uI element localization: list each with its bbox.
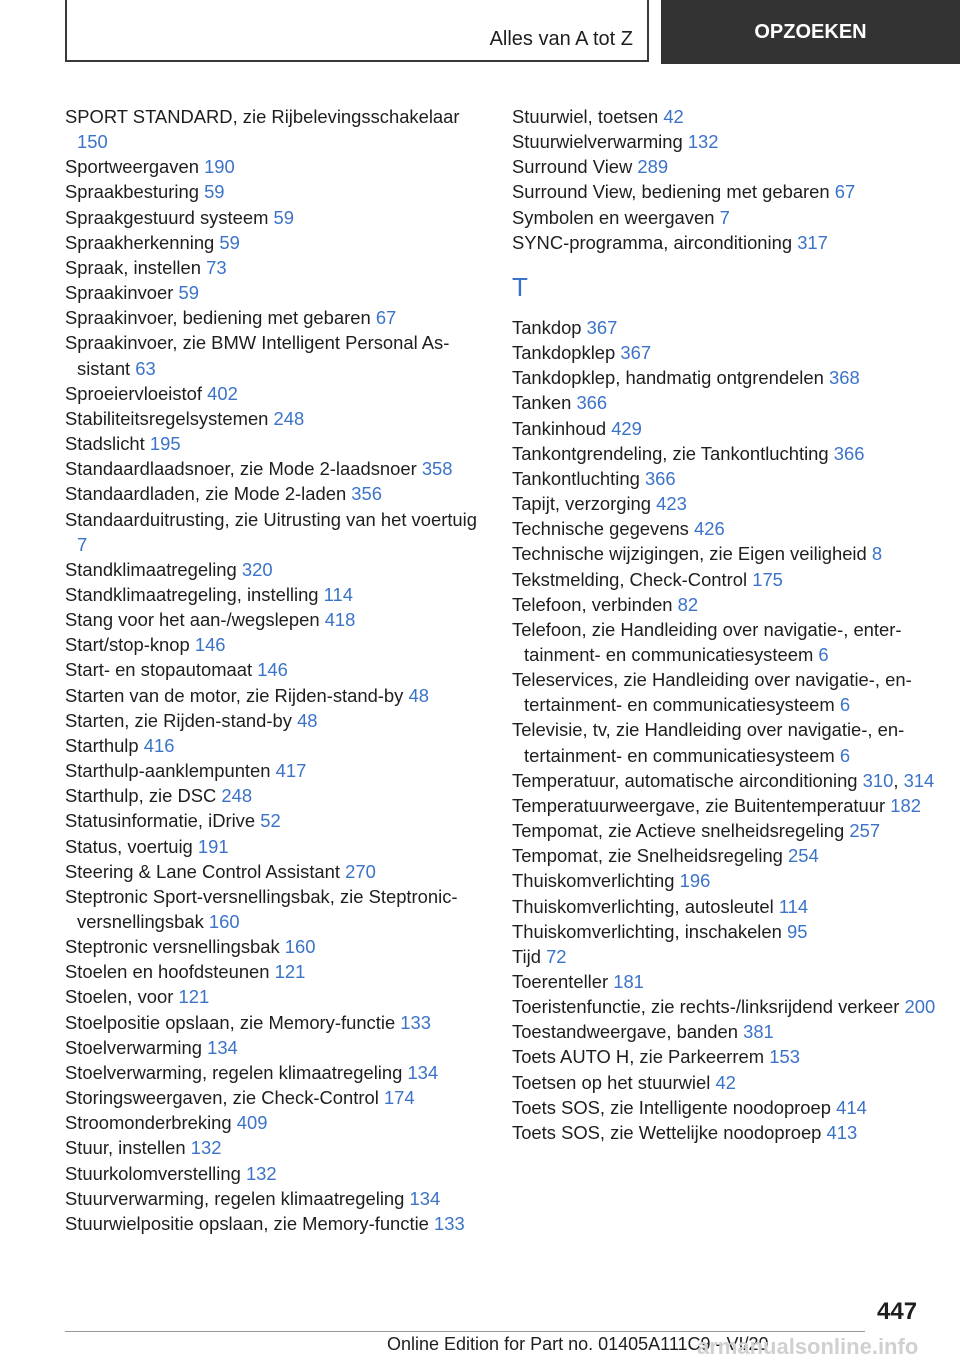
index-entry xyxy=(512,843,942,868)
entry-label: Tankdopklep xyxy=(512,342,616,364)
page-link[interactable]: 366 xyxy=(833,442,865,464)
index-entry xyxy=(65,104,485,154)
index-entry xyxy=(65,179,485,204)
page-link[interactable]: 356 xyxy=(351,483,382,505)
page-link[interactable]: 42 xyxy=(715,1071,736,1093)
entry-label: Stuurwielpositie opslaan, zie Memory-functie xyxy=(65,1212,429,1234)
index-entry xyxy=(512,541,942,566)
entry-label: Tankinhoud xyxy=(512,417,607,439)
page-link[interactable]: 95 xyxy=(786,920,808,942)
entry-label: Tankdopklep, handmatig ontgrendelen xyxy=(512,367,824,389)
index-column-right xyxy=(512,104,942,1145)
index-entry xyxy=(512,466,942,491)
page-link[interactable]: 381 xyxy=(743,1021,774,1043)
entry-label: Steptronic Sport-versnellingsbak, zie Steptronic-versnellingsbak xyxy=(65,885,458,932)
page-link[interactable]: 146 xyxy=(257,659,288,681)
index-entry xyxy=(512,1070,942,1095)
page-number: 447 xyxy=(877,1298,918,1325)
index-entry xyxy=(65,1085,485,1110)
entry-label: Stuurverwarming, regelen klimaatregeling xyxy=(65,1187,405,1209)
page-link[interactable]: 133 xyxy=(434,1212,465,1234)
tab-opzoeken[interactable]: OPZOEKEN xyxy=(661,0,960,64)
index-entry xyxy=(512,1044,942,1069)
index-entry xyxy=(65,708,485,733)
index-entry xyxy=(65,934,485,959)
entry-label: Spraak, instellen xyxy=(65,256,201,278)
index-entry xyxy=(65,280,485,305)
page-link[interactable]: 146 xyxy=(194,634,226,656)
entry-label: Spraakinvoer, bediening met gebaren xyxy=(65,307,371,329)
page-link[interactable]: 134 xyxy=(207,1036,238,1058)
page-link[interactable]: 82 xyxy=(677,593,699,615)
entry-label: Toets AUTO H, zie Parkeerrem xyxy=(512,1046,765,1068)
index-entry xyxy=(512,894,942,919)
page-link[interactable]: 132 xyxy=(190,1137,222,1159)
index-entry xyxy=(512,205,942,230)
index-entry xyxy=(512,919,942,944)
page-link[interactable]: 314 xyxy=(903,769,935,791)
entry-label: Televisie, tv, zie Handleiding over navigatie-, entertainment- en communicatiesysteem xyxy=(512,719,905,766)
index-entry xyxy=(65,507,485,557)
index-entry xyxy=(512,868,942,893)
page-link[interactable]: 368 xyxy=(828,367,860,389)
page-link[interactable]: 52 xyxy=(260,810,281,832)
page-link[interactable]: 417 xyxy=(275,760,307,782)
index-entry xyxy=(65,1186,485,1211)
index-group-t xyxy=(512,315,942,1145)
entry-label: Stroomonderbreking xyxy=(65,1112,232,1134)
page-link[interactable]: 310 xyxy=(862,769,894,791)
index-entry xyxy=(65,683,485,708)
index-entry xyxy=(512,315,942,340)
page-link[interactable]: 426 xyxy=(694,518,725,540)
page-link[interactable]: 59 xyxy=(273,206,295,228)
page-link[interactable]: 48 xyxy=(297,709,318,731)
page-link[interactable]: 190 xyxy=(204,156,235,178)
entry-label: Stoelen, voor xyxy=(65,986,174,1008)
index-column-left xyxy=(65,104,485,1236)
index-entry xyxy=(65,884,485,934)
page-link[interactable]: 132 xyxy=(687,131,719,153)
entry-label: Start- en stopautomaat xyxy=(65,659,253,681)
index-entry xyxy=(512,230,942,255)
entry-label: Statusinformatie, iDrive xyxy=(65,810,256,832)
entry-label: Tempomat, zie Snelheidsregeling xyxy=(512,845,783,867)
entry-label: Standaardladen, zie Mode 2-laden xyxy=(65,483,347,505)
entry-label: Tijd xyxy=(512,945,541,967)
index-entry xyxy=(512,340,942,365)
index-entry xyxy=(65,733,485,758)
page-link[interactable]: 6 xyxy=(839,744,851,766)
entry-label: Toeristenfunctie, zie rechts-/linksrijdend verkeer xyxy=(512,996,900,1018)
page-link[interactable]: 182 xyxy=(890,794,921,816)
page-link[interactable]: 8 xyxy=(871,543,883,565)
page-link[interactable]: 42 xyxy=(663,106,684,127)
index-entry xyxy=(65,1135,485,1160)
index-entry xyxy=(65,1060,485,1085)
page-link[interactable]: 160 xyxy=(208,911,240,932)
entry-label: Tempomat, zie Actieve snelheidsregeling xyxy=(512,820,845,842)
page-link[interactable]: 320 xyxy=(241,558,273,580)
entry-label: Stabiliteitsregelsystemen xyxy=(65,407,269,429)
page-link[interactable]: 367 xyxy=(586,316,618,338)
index-entry xyxy=(65,758,485,783)
page-link[interactable]: 366 xyxy=(644,467,676,489)
watermark: armanualsonline.info xyxy=(697,1334,919,1359)
page-link[interactable]: 413 xyxy=(826,1121,858,1143)
entry-label: Standklimaatregeling xyxy=(65,558,237,580)
page-link[interactable]: 423 xyxy=(656,493,687,515)
entry-label: Stoelverwarming, regelen klimaatregeling xyxy=(65,1061,403,1083)
entry-label: Stadslicht xyxy=(65,433,145,455)
page-link[interactable]: 270 xyxy=(345,860,376,882)
page-link[interactable]: 160 xyxy=(284,936,316,958)
page-link[interactable]: 134 xyxy=(409,1187,441,1209)
entry-label: Technische wijzigingen, zie Eigen veiligheid xyxy=(512,543,867,565)
entry-label: Stoelen en hoofdsteunen xyxy=(65,961,270,983)
page-link[interactable]: 150 xyxy=(77,131,108,153)
entry-label: Steering & Lane Control Assistant xyxy=(65,860,340,882)
entry-label: Thuiskomverlichting, inschakelen xyxy=(512,920,782,942)
index-entry xyxy=(512,1019,942,1044)
page-link[interactable]: 200 xyxy=(904,996,936,1018)
page-link[interactable]: 418 xyxy=(324,609,356,631)
footer-divider xyxy=(65,1331,865,1332)
page-link[interactable]: 134 xyxy=(407,1061,439,1083)
index-entry xyxy=(65,1035,485,1060)
index-entry: Temperatuur, automatische airconditioning 310, 314 xyxy=(512,769,935,791)
index-entry xyxy=(512,416,942,441)
section-letter: T xyxy=(512,271,528,302)
entry-label: Thuiskomverlichting xyxy=(512,870,675,892)
index-entry xyxy=(512,994,942,1019)
page-link[interactable]: 72 xyxy=(546,945,567,967)
header-frame xyxy=(65,0,649,62)
page-link[interactable]: 254 xyxy=(788,845,819,867)
page-link[interactable]: 114 xyxy=(323,583,353,605)
entry-label: Standaardlaadsnoer, zie Mode 2-laadsnoer xyxy=(65,458,417,480)
page-link[interactable]: 181 xyxy=(613,971,644,992)
page-link[interactable]: 114 xyxy=(778,895,809,917)
entry-label: Starten van de motor, zie Rijden-stand-by xyxy=(65,684,404,706)
index-entry xyxy=(512,129,942,154)
entry-label: Tapijt, verzorging xyxy=(512,493,652,515)
page-link[interactable]: 409 xyxy=(236,1112,268,1134)
page-link[interactable]: 429 xyxy=(611,417,642,439)
index-entry xyxy=(65,582,485,607)
entry-label: Toetsen op het stuurwiel xyxy=(512,1071,711,1093)
page-link[interactable]: 317 xyxy=(797,231,828,253)
index-entry xyxy=(65,154,485,179)
entry-label: SYNC-programma, airconditioning xyxy=(512,231,793,253)
entry-label: Technische gegevens xyxy=(512,518,689,540)
page-link[interactable]: 248 xyxy=(273,407,305,429)
entry-label: Tankdop xyxy=(512,316,582,338)
page-link[interactable]: 133 xyxy=(400,1011,431,1033)
entry-label: Starthulp xyxy=(65,734,139,756)
index-entry xyxy=(512,567,942,592)
page-link[interactable]: 63 xyxy=(135,357,156,379)
index-entry xyxy=(65,1161,485,1186)
entry-label: Sportweergaven xyxy=(65,156,199,178)
entry-label: Telefoon, verbinden xyxy=(512,593,673,615)
entry-label: Starthulp-aanklempunten xyxy=(65,760,271,782)
page-link[interactable]: 196 xyxy=(679,870,711,892)
index-entry xyxy=(512,441,942,466)
entry-label: Start/stop-knop xyxy=(65,634,190,656)
page-link[interactable]: 191 xyxy=(197,835,229,857)
index-entry xyxy=(512,1120,942,1145)
page-link[interactable]: 59 xyxy=(219,231,240,253)
page-link[interactable]: 416 xyxy=(143,734,175,756)
entry-label: Standklimaatregeling, instelling xyxy=(65,583,319,605)
page-link[interactable]: 367 xyxy=(620,342,652,364)
index-entry xyxy=(65,406,485,431)
index-entry xyxy=(512,818,942,843)
page-link[interactable]: 195 xyxy=(149,433,181,455)
index-group-s xyxy=(512,104,942,255)
section-title: Alles van A tot Z xyxy=(489,28,633,50)
entry-label: Temperatuurweergave, zie Buitentemperatuur xyxy=(512,794,886,816)
index-entry xyxy=(512,1095,942,1120)
entry-label: Tekstmelding, Check-Control xyxy=(512,568,748,590)
page-link[interactable]: 6 xyxy=(839,694,851,716)
entry-label: Thuiskomverlichting, autosleutel xyxy=(512,895,774,917)
index-entry xyxy=(65,657,485,682)
page-link[interactable]: 366 xyxy=(576,392,608,414)
entry-label: Toerenteller xyxy=(512,971,609,992)
page-link[interactable]: 248 xyxy=(221,785,253,807)
index-entry xyxy=(512,390,942,415)
entry-label: Surround View xyxy=(512,156,633,178)
page-link[interactable]: 132 xyxy=(245,1162,277,1184)
index-entry xyxy=(65,557,485,582)
page-link[interactable]: 67 xyxy=(834,181,856,203)
index-entry xyxy=(512,944,942,969)
entry-label: SPORT STANDARD, zie Rijbelevingsschakelaar xyxy=(65,106,460,127)
index-entry xyxy=(65,230,485,255)
entry-label: Spraakgestuurd systeem xyxy=(65,206,269,228)
index-entry xyxy=(65,481,485,506)
entry-label: Stoelverwarming xyxy=(65,1036,202,1058)
page-link[interactable]: 257 xyxy=(849,820,881,842)
index-entry xyxy=(512,667,942,717)
page-link[interactable]: 6 xyxy=(818,643,829,665)
entry-label: Teleservices, zie Handleiding over navigatie-, entertainment- en communicatiesysteem xyxy=(512,669,912,716)
entry-label: Tankontluchting xyxy=(512,467,640,489)
index-entry xyxy=(65,607,485,632)
entry-label: Stoelpositie opslaan, zie Memory-functie xyxy=(65,1011,396,1033)
index-entry xyxy=(512,365,942,390)
entry-label: Temperatuur, automatische airconditioning xyxy=(512,769,858,791)
index-entry xyxy=(65,783,485,808)
entry-label: Stang voor het aan-/wegslepen xyxy=(65,609,320,631)
index-entry xyxy=(512,179,942,204)
entry-label: Stuurwielverwarming xyxy=(512,131,683,153)
entry-label: Surround View, bediening met gebaren xyxy=(512,181,830,203)
entry-label: Sproeiervloeistof xyxy=(65,382,202,404)
entry-label: Tankontgrendeling, zie Tankontluchting xyxy=(512,442,829,464)
index-entry xyxy=(512,793,942,818)
entry-label: Toets SOS, zie Wettelijke noodoproep xyxy=(512,1121,822,1143)
index-entry xyxy=(65,1110,485,1135)
entry-label: Toets SOS, zie Intelligente noodoproep xyxy=(512,1096,831,1118)
index-entry xyxy=(65,456,485,481)
page-link[interactable]: 358 xyxy=(421,458,453,480)
entry-label: Spraakbesturing xyxy=(65,181,199,203)
entry-label: Spraakinvoer xyxy=(65,282,174,304)
page-link[interactable]: 174 xyxy=(383,1087,415,1109)
entry-label: Toestandweergave, banden xyxy=(512,1021,738,1043)
entry-label: Starten, zie Rijden-stand-by xyxy=(65,709,292,731)
index-entry xyxy=(65,255,485,280)
entry-label: Stuurkolomverstelling xyxy=(65,1162,241,1184)
index-entry xyxy=(65,330,485,380)
index-entry xyxy=(65,834,485,859)
footer-edition: Online Edition for Part no. 01405A111C9 - VI/20 xyxy=(387,1334,769,1354)
entry-label: Stuurwiel, toetsen xyxy=(512,106,659,127)
page-link[interactable]: 48 xyxy=(408,684,429,706)
index-entry xyxy=(65,381,485,406)
page-link[interactable]: 289 xyxy=(637,156,669,178)
entry-label: Spraakherkenning xyxy=(65,231,215,253)
entry-label: Tanken xyxy=(512,392,572,414)
index-entry xyxy=(512,717,942,767)
index-entry xyxy=(512,104,942,129)
index-entry xyxy=(65,1211,485,1236)
page-link[interactable]: 175 xyxy=(752,568,783,590)
page-link[interactable]: 67 xyxy=(375,307,397,329)
index-entry xyxy=(512,491,942,516)
page-link[interactable]: 59 xyxy=(204,181,225,203)
entry-label: Storingsweergaven, zie Check-Control xyxy=(65,1087,379,1109)
index-entry xyxy=(65,808,485,833)
entry-label: Spraakinvoer, zie BMW Intelligent Personal Assistant xyxy=(65,332,450,379)
entry-label: Steptronic versnellingsbak xyxy=(65,936,280,958)
page-link[interactable]: 73 xyxy=(206,256,227,278)
index-entry xyxy=(512,969,942,994)
page-link[interactable]: 153 xyxy=(769,1046,800,1068)
entry-label: Stuur, instellen xyxy=(65,1137,186,1159)
page-link[interactable]: 7 xyxy=(77,533,88,555)
index-entry xyxy=(65,1010,485,1035)
page-link[interactable]: 7 xyxy=(719,206,730,228)
index-entry xyxy=(512,516,942,541)
index-entry xyxy=(65,859,485,884)
page-link[interactable]: 121 xyxy=(178,986,210,1008)
entry-label: Telefoon, zie Handleiding over navigatie-, entertainment- en communicatiesysteem xyxy=(512,618,902,665)
page-link[interactable]: 414 xyxy=(836,1096,867,1118)
entry-label: Status, voertuig xyxy=(65,835,193,857)
index-entry xyxy=(65,305,485,330)
page-link[interactable]: 402 xyxy=(207,382,238,404)
index-entry xyxy=(65,959,485,984)
index-entry xyxy=(65,984,485,1009)
page-link[interactable]: 121 xyxy=(274,961,306,983)
index-entry xyxy=(65,205,485,230)
entry-label: Standaarduitrusting, zie Uitrusting van het voertuig xyxy=(65,508,477,530)
page-link[interactable]: 59 xyxy=(178,282,199,304)
index-entry xyxy=(512,154,942,179)
index-entry xyxy=(512,617,942,667)
entry-label: Symbolen en weergaven xyxy=(512,206,715,228)
index-entry xyxy=(512,592,942,617)
index-entry xyxy=(65,431,485,456)
index-entry xyxy=(65,632,485,657)
entry-label: Starthulp, zie DSC xyxy=(65,785,217,807)
